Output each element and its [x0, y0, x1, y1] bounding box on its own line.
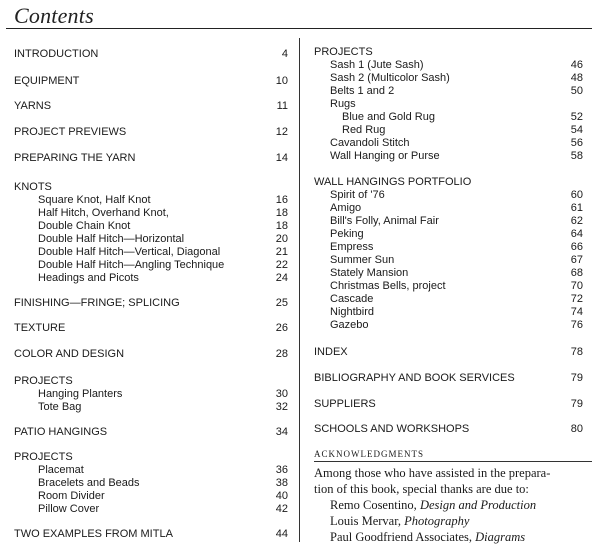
toc-entry-page: 11	[276, 100, 288, 112]
toc-entry-page: 28	[275, 348, 288, 360]
toc-entry-title: Half Hitch, Overhand Knot,	[38, 207, 169, 219]
toc-entry-title: Double Half Hitch—Horizontal	[38, 233, 185, 245]
toc-entry-page: 18	[275, 220, 288, 232]
toc-entry	[330, 253, 583, 267]
toc-entry	[330, 214, 583, 228]
toc-entry-title: WALL HANGINGS PORTFOLIO	[314, 176, 472, 188]
toc-entry-title: Christmas Bells, project	[330, 280, 446, 292]
toc-entry-page: 61	[570, 202, 583, 214]
toc-entry	[330, 84, 583, 98]
toc-entry	[14, 125, 288, 139]
toc-entry	[14, 527, 288, 541]
toc-entry-title: Empress	[330, 241, 374, 253]
toc-entry-page: 30	[275, 388, 288, 400]
toc-entry	[38, 463, 288, 477]
toc-entry	[14, 151, 288, 165]
toc-entry-title: Square Knot, Half Knot	[38, 194, 151, 206]
toc-entry-page: 21	[275, 246, 288, 258]
toc-entry	[330, 188, 583, 202]
toc-entry	[330, 97, 583, 111]
toc-entry-title: Tote Bag	[38, 401, 82, 413]
toc-entry	[38, 271, 288, 285]
toc-entry-page: 16	[275, 194, 288, 206]
toc-entry-page: 46	[570, 59, 583, 71]
toc-entry	[330, 318, 583, 332]
toc-entry	[314, 345, 583, 359]
toc-entry-title: Sash 1 (Jute Sash)	[330, 59, 424, 71]
toc-entry-page: 44	[275, 528, 288, 540]
toc-entry	[330, 149, 583, 163]
toc-entry	[314, 397, 583, 411]
toc-entry-title: BIBLIOGRAPHY AND BOOK SERVICES	[314, 372, 515, 384]
toc-entry	[342, 110, 583, 124]
toc-entry	[14, 180, 288, 194]
toc-entry-page: 18	[275, 207, 288, 219]
toc-entry-page: 78	[570, 346, 583, 358]
toc-entry-page: 4	[281, 48, 288, 60]
toc-entry-title: Pillow Cover	[38, 503, 100, 515]
toc-entry-title: Amigo	[330, 202, 362, 214]
toc-entry-page: 62	[570, 215, 583, 227]
acknowledgments-rule	[314, 461, 592, 462]
toc-entry	[314, 371, 583, 385]
toc-entry	[330, 201, 583, 215]
toc-entry-page: 67	[570, 254, 583, 266]
title-rule	[6, 28, 592, 29]
toc-entry	[38, 489, 288, 503]
credit-line: Remo Cosentino, Design and Production	[330, 498, 537, 512]
toc-entry-title: EQUIPMENT	[14, 75, 80, 87]
toc-entry	[330, 136, 583, 150]
toc-entry	[314, 422, 583, 436]
toc-entry	[14, 374, 288, 388]
toc-entry-title: PROJECTS	[14, 451, 73, 463]
toc-entry-title: TWO EXAMPLES FROM MITLA	[14, 528, 173, 540]
toc-entry-page: 60	[570, 189, 583, 201]
toc-entry-page: 79	[570, 372, 583, 384]
toc-entry	[14, 47, 288, 61]
toc-entry-title: Belts 1 and 2	[330, 85, 395, 97]
page-title: Contents	[14, 3, 94, 28]
toc-entry-page: 56	[570, 137, 583, 149]
toc-entry-title: INTRODUCTION	[14, 48, 99, 60]
toc-entry-title: PROJECT PREVIEWS	[14, 126, 127, 138]
toc-entry	[330, 279, 583, 293]
credit-line: Louis Mervar, Photography	[330, 514, 470, 528]
toc-entry-title: Cascade	[330, 293, 374, 305]
toc-entry-title: Nightbird	[330, 306, 375, 318]
toc-entry-title: Double Half Hitch—Angling Technique	[38, 259, 225, 271]
toc-entry-title: Gazebo	[330, 319, 369, 331]
toc-entry-title: Bracelets and Beads	[38, 477, 140, 489]
toc-entry-title: KNOTS	[14, 181, 52, 193]
toc-entry-page: 54	[570, 124, 583, 136]
toc-entry	[14, 425, 288, 439]
toc-entry-page: 50	[570, 85, 583, 97]
toc-entry	[38, 258, 288, 272]
column-divider	[299, 38, 300, 542]
toc-entry-title: Placemat	[38, 464, 84, 476]
toc-entry-title: TEXTURE	[14, 322, 66, 334]
toc-entry-title: SUPPLIERS	[314, 398, 376, 410]
toc-entry-title: Blue and Gold Rug	[342, 111, 435, 123]
toc-entry-page: 34	[275, 426, 288, 438]
toc-entry-page: 58	[570, 150, 583, 162]
toc-entry-title: PREPARING THE YARN	[14, 152, 136, 164]
toc-entry	[38, 387, 288, 401]
toc-entry-page: 24	[275, 272, 288, 284]
toc-entry-title: FINISHING—FRINGE; SPLICING	[14, 297, 180, 309]
toc-entry-title: PROJECTS	[14, 375, 73, 387]
toc-entry	[14, 99, 288, 113]
toc-entry-page: 26	[275, 322, 288, 334]
toc-entry	[38, 476, 288, 490]
toc-entry-page: 25	[275, 297, 288, 309]
toc-entry-page: 76	[570, 319, 583, 331]
toc-entry	[314, 175, 583, 189]
toc-entry-title: Peking	[330, 228, 364, 240]
toc-entry	[38, 193, 288, 207]
toc-entry-title: PROJECTS	[314, 46, 373, 58]
toc-entry-title: YARNS	[14, 100, 52, 112]
toc-entry	[330, 292, 583, 306]
acknowledgments-intro-2: tion of this book, special thanks are due to:	[314, 482, 529, 496]
toc-entry	[38, 232, 288, 246]
toc-entry	[38, 502, 288, 516]
toc-entry-title: Summer Sun	[330, 254, 395, 266]
toc-entry-page: 66	[570, 241, 583, 253]
toc-entry	[14, 450, 288, 464]
toc-entry-title: Bill's Folly, Animal Fair	[330, 215, 439, 227]
toc-entry	[342, 123, 583, 137]
toc-entry-page: 72	[570, 293, 583, 305]
toc-entry	[38, 400, 288, 414]
toc-entry	[330, 227, 583, 241]
toc-entry-title: Red Rug	[342, 124, 386, 136]
toc-entry-title: Headings and Picots	[38, 272, 139, 284]
toc-entry-title: Double Chain Knot	[38, 220, 131, 232]
toc-entry-page: 32	[275, 401, 288, 413]
toc-entry-page: 74	[570, 306, 583, 318]
toc-entry	[14, 347, 288, 361]
toc-entry-page: 38	[275, 477, 288, 489]
toc-entry-title: Double Half Hitch—Vertical, Diagonal	[38, 246, 221, 258]
toc-entry	[330, 305, 583, 319]
toc-entry-title: Cavandoli Stitch	[330, 137, 410, 149]
toc-entry-title: SCHOOLS AND WORKSHOPS	[314, 423, 470, 435]
toc-entry	[38, 245, 288, 259]
toc-entry-title: Sash 2 (Multicolor Sash)	[330, 72, 450, 84]
acknowledgments-intro-1: Among those who have assisted in the prepara-	[314, 466, 551, 480]
toc-entry-page: 70	[570, 280, 583, 292]
toc-entry	[14, 321, 288, 335]
toc-entry-page: 40	[275, 490, 288, 502]
toc-entry-page: 68	[570, 267, 583, 279]
toc-entry-page: 36	[275, 464, 288, 476]
toc-entry	[314, 45, 583, 59]
toc-entry	[14, 296, 288, 310]
toc-entry-page: 42	[275, 503, 288, 515]
toc-entry-title: PATIO HANGINGS	[14, 426, 108, 438]
toc-entry	[330, 71, 583, 85]
toc-entry	[330, 58, 583, 72]
credit-line: Paul Goodfriend Associates, Diagrams	[330, 530, 526, 544]
toc-entry-page: 48	[570, 72, 583, 84]
toc-entry-title: Wall Hanging or Purse	[330, 150, 440, 162]
toc-entry-title: COLOR AND DESIGN	[14, 348, 125, 360]
toc-entry-title: Hanging Planters	[38, 388, 123, 400]
toc-entry-page: 64	[570, 228, 583, 240]
toc-entry-title: Rugs	[330, 98, 356, 110]
toc-entry	[14, 74, 288, 88]
toc-entry	[330, 266, 583, 280]
toc-entry-page: 14	[275, 152, 288, 164]
toc-entry-page: 79	[570, 398, 583, 410]
toc-entry-page: 80	[570, 423, 583, 435]
toc-entry-page: 22	[275, 259, 288, 271]
toc-entry-title: Spirit of '76	[330, 189, 385, 201]
acknowledgments-heading: ACKNOWLEDGMENTS	[314, 449, 424, 459]
toc-entry-title: Stately Mansion	[330, 267, 409, 279]
toc-entry	[38, 219, 288, 233]
toc-entry-page: 10	[275, 75, 288, 87]
toc-entry	[330, 240, 583, 254]
toc-entry-page: 12	[275, 126, 288, 138]
toc-entry-page: 52	[570, 111, 583, 123]
toc-entry	[38, 206, 288, 220]
toc-entry-page: 20	[275, 233, 288, 245]
toc-entry-title: INDEX	[314, 346, 348, 358]
toc-entry-title: Room Divider	[38, 490, 105, 502]
